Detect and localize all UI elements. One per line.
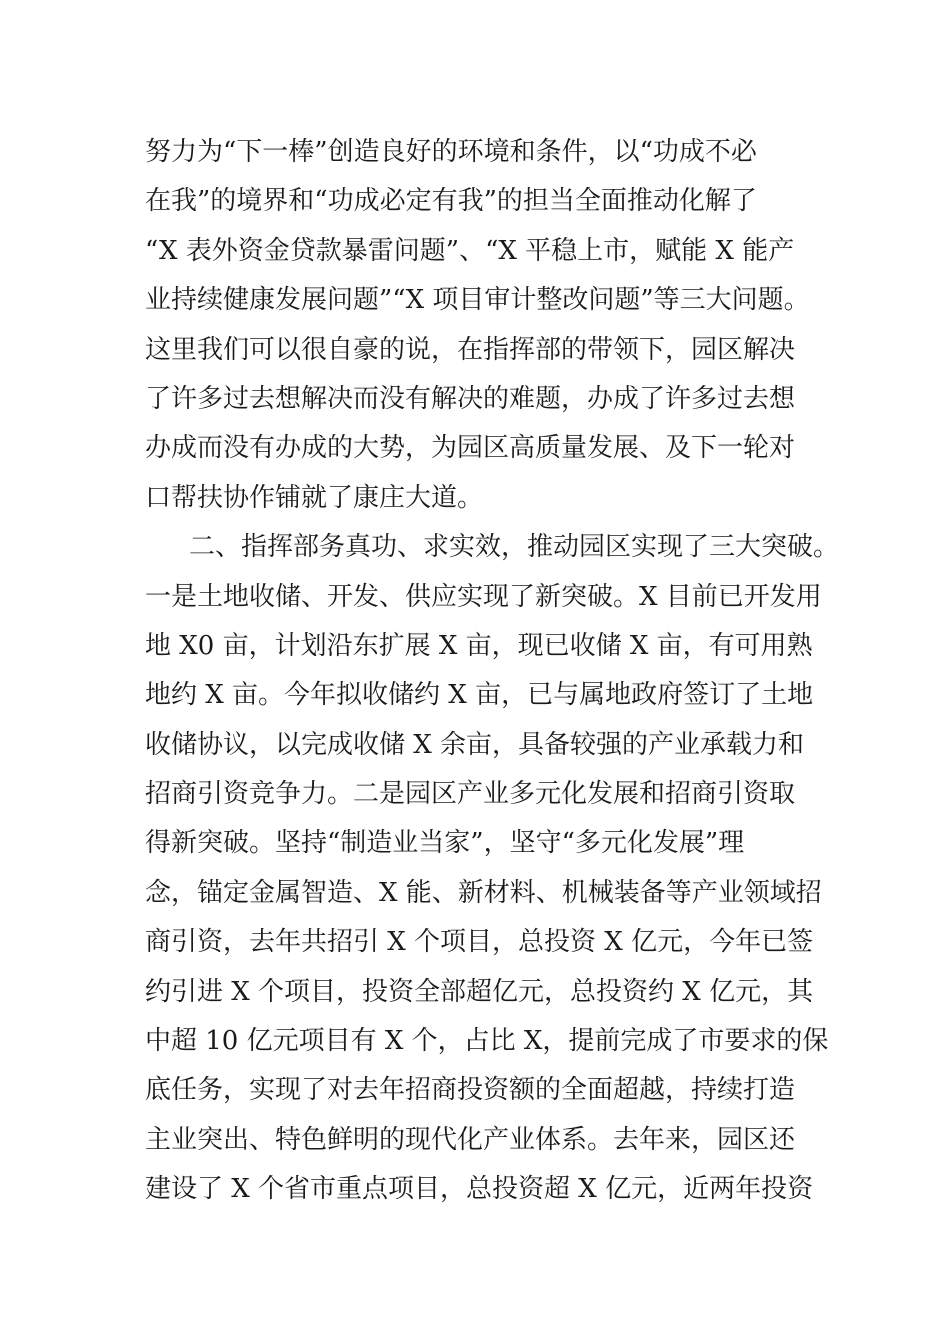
- text-line: “X 表外资金贷款暴雷问题”、“X 平稳上市，赋能 X 能产: [145, 235, 795, 266]
- text-line: 建设了 X 个省市重点项目，总投资超 X 亿元，近两年投资: [145, 1174, 814, 1205]
- text-line: 得新突破。坚持“制造业当家”，坚守“多元化发展”理: [145, 828, 745, 859]
- text-line: 在我”的境界和“功成必定有我”的担当全面推动化解了: [145, 186, 757, 217]
- text-line: 这里我们可以很自豪的说，在指挥部的带领下，园区解决: [145, 334, 796, 365]
- text-line: 约引进 X 个项目，投资全部超亿元，总投资约 X 亿元，其: [145, 976, 814, 1007]
- text-line: 招商引资竞争力。二是园区产业多元化发展和招商引资取: [145, 779, 796, 810]
- text-line: 中超 10 亿元项目有 X 个，占比 X，提前完成了市要求的保: [145, 1026, 829, 1057]
- text-line: 努力为“下一棒”创造良好的环境和条件，以“功成不必: [145, 137, 757, 167]
- text-line: 念，锚定金属智造、X 能、新材料、机械装备等产业领域招: [145, 877, 822, 908]
- text-line: 了许多过去想解决而没有解决的难题，办成了许多过去想: [145, 383, 796, 414]
- section-heading-line: 二、指挥部务真功、求实效，推动园区实现了三大突破。: [189, 532, 840, 563]
- text-line: 商引资，去年共招引 X 个项目，总投资 X 亿元，今年已签: [145, 927, 814, 958]
- text-line: 办成而没有办成的大势，为园区高质量发展、及下一轮对: [145, 433, 796, 464]
- text-line: 地 X0 亩，计划沿东扩展 X 亩，现已收储 X 亩，有可用熟: [145, 630, 813, 661]
- text-line: 主业突出、特色鲜明的现代化产业体系。去年来，园区还: [145, 1124, 796, 1155]
- text-line: 口帮扶协作铺就了康庄大道。: [145, 482, 484, 513]
- text-line: 收储协议，以完成收储 X 余亩，具备较强的产业承载力和: [145, 729, 805, 760]
- text-line: 地约 X 亩。今年拟收储约 X 亩，已与属地政府签订了土地: [145, 680, 814, 711]
- text-line: 底任务，实现了对去年招商投资额的全面超越，持续打造: [145, 1075, 796, 1106]
- body-text: [145, 128, 840, 1215]
- text-line: 一是土地收储、开发、供应实现了新突破。X 目前已开发用: [145, 581, 822, 612]
- text-line: 业持续健康发展问题”“X 项目审计整改问题”等三大问题。: [145, 285, 810, 316]
